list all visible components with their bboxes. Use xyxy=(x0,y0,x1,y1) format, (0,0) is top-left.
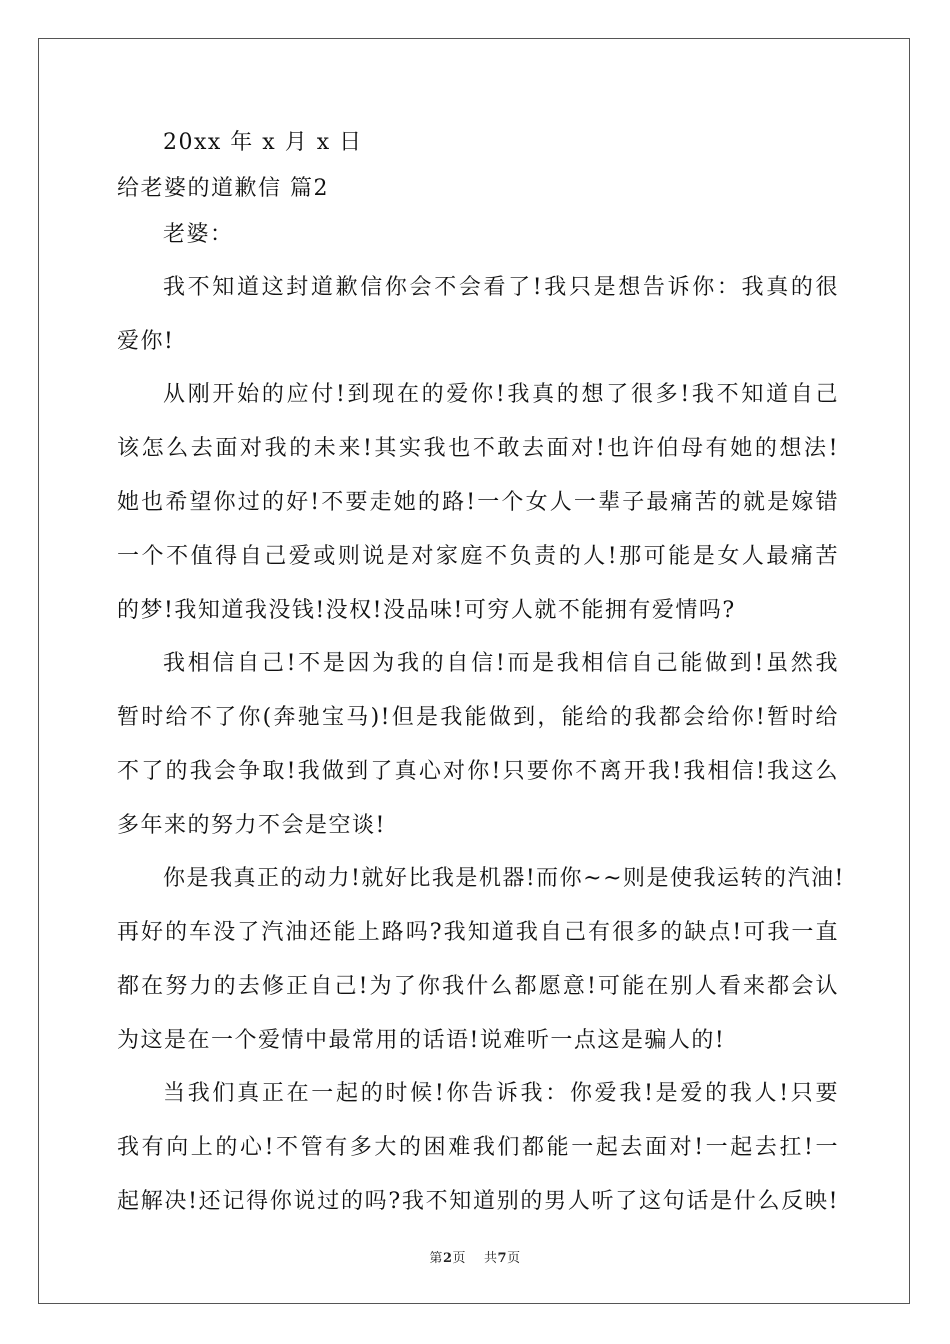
paragraph-line: 从刚开始的应付!到现在的爱你!我真的想了很多!我不知道自己 xyxy=(163,382,839,407)
total-prefix: 共 xyxy=(484,1251,498,1266)
page-prefix: 第 xyxy=(429,1251,443,1266)
paragraph-line: 起解决!还记得你说过的吗?我不知道别的男人听了这句话是什么反映! xyxy=(117,1189,839,1214)
letter-title: 给老婆的道歉信 篇2 xyxy=(117,176,329,201)
paragraph-line: 再好的车没了汽油还能上路吗?我知道我自己有很多的缺点!可我一直 xyxy=(117,920,839,945)
paragraph-line: 不了的我会争取!我做到了真心对你!只要你不离开我!我相信!我这么 xyxy=(117,759,839,784)
paragraph-line: 我有向上的心!不管有多大的困难我们都能一起去面对!一起去扛!一 xyxy=(117,1135,839,1160)
paragraph xyxy=(117,380,839,626)
total-pages: 7 xyxy=(497,1251,508,1266)
paragraph xyxy=(117,273,839,357)
paragraph-line: 她也希望你过的好!不要走她的路!一个女人一辈子最痛苦的就是嫁错 xyxy=(117,490,839,515)
paragraph xyxy=(117,864,845,1056)
paragraph-line: 我相信自己!不是因为我的自信!而是我相信自己能做到!虽然我 xyxy=(163,651,839,676)
paragraph-line: 该怎么去面对我的未来!其实我也不敢去面对!也许伯母有她的想法! xyxy=(117,436,839,461)
paragraph-line: 暂时给不了你(奔驰宝马)!但是我能做到，能给的我都会给你!暂时给 xyxy=(117,705,839,730)
letter-body xyxy=(117,128,845,1217)
paragraph-line: 当我们真正在一起的时候!你告诉我：你爱我!是爱的我人!只要 xyxy=(163,1081,839,1106)
paragraph xyxy=(117,1079,839,1217)
paragraph-line: 都在努力的去修正自己!为了你我什么都愿意!可能在别人看来都会认 xyxy=(117,974,839,999)
letter-greeting: 老婆： xyxy=(163,222,234,247)
page-footer xyxy=(0,1247,950,1266)
page-suffix: 页 xyxy=(452,1251,466,1266)
paragraph-line: 爱你! xyxy=(117,329,175,354)
paragraph-line: 一个不值得自己爱或则说是对家庭不负责的人!那可能是女人最痛苦 xyxy=(117,544,839,569)
paragraph-line: 的梦!我知道我没钱!没权!没品味!可穷人就不能拥有爱情吗? xyxy=(117,598,736,623)
total-suffix: 页 xyxy=(507,1251,521,1266)
paragraph-line: 为这是在一个爱情中最常用的话语!说难听一点这是骗人的! xyxy=(117,1028,726,1053)
page-number: 2 xyxy=(442,1251,453,1266)
paragraph xyxy=(117,649,839,841)
paragraph-line: 你是我真正的动力!就好比我是机器!而你~~则是使我运转的汽油! xyxy=(163,866,845,891)
paragraph-line: 多年来的努力不会是空谈! xyxy=(117,813,386,838)
paragraph-line: 我不知道这封道歉信你会不会看了!我只是想告诉你：我真的很 xyxy=(163,275,839,300)
letter-date: 20xx 年 x 月 x 日 xyxy=(163,130,363,155)
